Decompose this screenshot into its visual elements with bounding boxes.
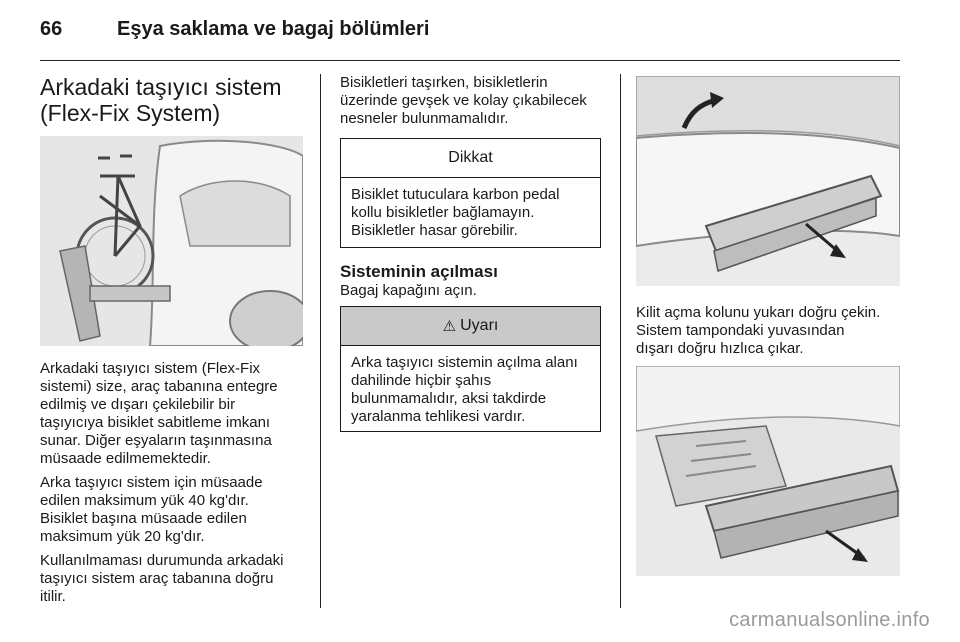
- caution-title: Dikkat: [341, 139, 600, 178]
- bike-carrier-illustration: [40, 136, 303, 346]
- caution-box: [340, 138, 601, 248]
- carrier-extended-illustration: [636, 366, 900, 576]
- bumper-release-illustration: [636, 76, 900, 286]
- section-title-line2: (Flex-Fix System): [40, 100, 221, 126]
- intro-paragraph: Bisikletleri taşırken, bisikletlerin üzerinde gevşek ve kolay çıkabilecek nesneler bulunmamalıdır.: [340, 74, 587, 127]
- column-1: [40, 74, 305, 126]
- opening-section: [340, 262, 602, 300]
- warning-triangle-icon: ⚠: [442, 318, 457, 335]
- column-1-body: [40, 360, 310, 606]
- section-title: [40, 74, 305, 126]
- paragraph-3: Kullanılmaması durumunda arkadaki taşıyıcı sistem araç tabanına doğru itilir.: [40, 552, 284, 605]
- section-title-line1: Arkadaki taşıyıcı sistem: [40, 74, 282, 100]
- column-2: [340, 74, 602, 128]
- warning-title: Uyarı: [460, 317, 499, 334]
- column-3-text: [636, 304, 906, 358]
- page-number: 66: [40, 18, 63, 40]
- header-rule: [40, 60, 900, 61]
- warning-box: [340, 306, 601, 432]
- subheading-text: Bagaj kapağını açın.: [340, 282, 477, 299]
- warning-header: [341, 307, 600, 346]
- subheading: Sisteminin açılması: [340, 262, 498, 281]
- column-divider-right: [620, 74, 621, 608]
- site-watermark: carmanualsonline.info: [729, 609, 930, 631]
- chapter-title: Eşya saklama ve bagaj bölümleri: [117, 18, 430, 40]
- paragraph-1: Arkadaki taşıyıcı sistem (Flex-Fix sistemi) size, araç tabanına entegre edilmiş ve dışarı çekilebilir bir taşıyıcıya bisiklet sabitleme imkanı sunar. Diğer eşyaların taşınmasına müsaade edilmemektedir.: [40, 360, 278, 467]
- page-header: [40, 18, 920, 48]
- release-instructions: Kilit açma kolunu yukarı doğru çekin. Sistem tampondaki yuvasından dışarı doğru hızlıca çıkar.: [636, 304, 881, 357]
- paragraph-2: Arka taşıyıcı sistem için müsaade edilen maksimum yük 40 kg'dır. Bisiklet başına müsaade edilen maksimum yük 20 kg'dır.: [40, 474, 263, 545]
- warning-text: Arka taşıyıcı sistemin açılma alanı dahilinde hiçbir şahıs bulunmamalıdır, aksi takdirde yaralanma tehlikesi vardır.: [351, 354, 578, 425]
- caution-text: Bisiklet tutuculara karbon pedal kollu bisikletler bağlamayın. Bisikletler hasar görebilir.: [351, 186, 560, 239]
- column-divider-left: [320, 74, 321, 608]
